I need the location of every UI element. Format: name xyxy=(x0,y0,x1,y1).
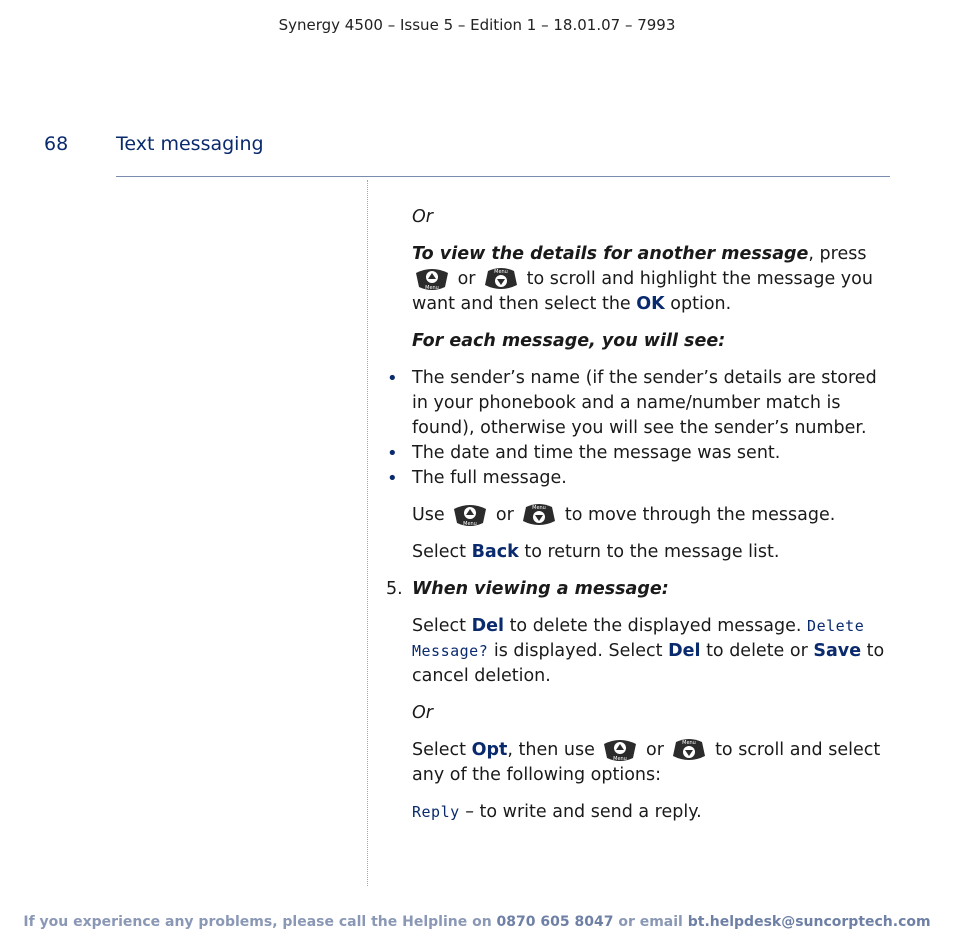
svg-text:Menu: Menu xyxy=(425,285,439,291)
ok-key-label: OK xyxy=(636,294,665,314)
each-message-heading: For each message, you will see: xyxy=(412,331,726,351)
or-text: Or xyxy=(412,703,433,723)
paragraph-options: Select Opt, then use Menu or Menu to scroll and select any of the following options: xyxy=(412,740,881,785)
step-5-heading: When viewing a message: xyxy=(412,579,669,599)
paragraph-select-back: Select Back to return to the message list. xyxy=(412,542,780,562)
svg-text:Menu: Menu xyxy=(532,505,547,511)
menu-up-button-icon xyxy=(452,503,488,527)
or-text: Or xyxy=(412,207,433,227)
main-content xyxy=(386,205,890,837)
menu-up-button-icon xyxy=(414,267,450,291)
header-rule xyxy=(116,176,890,177)
list-item: • The date and time the message was sent. xyxy=(387,443,781,464)
bullet-icon: • xyxy=(387,368,398,389)
menu-up-button-icon xyxy=(602,738,638,762)
list-item: • The sender’s name (if the sender’s details are stored in your phonebook and a name/number match is found), otherwise you will see the sender’s number. xyxy=(387,368,877,438)
bullet-icon: • xyxy=(387,468,398,489)
paragraph-view-details: To view the details for another message, press Menu or Menu to scroll and highlight the message you want and then select the OK option. xyxy=(412,244,873,314)
menu-down-button-icon xyxy=(671,738,707,762)
save-key-label: Save xyxy=(813,641,862,661)
menu-down-button-icon xyxy=(521,503,557,527)
del-key-label: Del xyxy=(668,641,701,661)
paragraph-reply: Reply – to write and send a reply. xyxy=(412,802,702,822)
lcd-delete-text: Delete xyxy=(807,617,865,635)
svg-text:Menu: Menu xyxy=(463,521,478,527)
back-key-label: Back xyxy=(471,542,519,562)
helpline-phone: 0870 605 8047 xyxy=(496,914,614,930)
bullet-icon: • xyxy=(387,443,398,464)
paragraph-delete: Select Del to delete the displayed message. Delete Message? is displayed. Select Del to delete or Save to cancel deletion. xyxy=(412,616,885,686)
opt-key-label: Opt xyxy=(471,740,508,760)
svg-text:Menu: Menu xyxy=(613,756,628,762)
lcd-reply-text: Reply xyxy=(412,803,460,821)
helpline-footer: If you experience any problems, please call the Helpline on 0870 605 8047 or email bt.helpdesk@suncorptech.com xyxy=(23,914,931,930)
section-title: Text messaging xyxy=(116,133,264,155)
svg-text:Menu: Menu xyxy=(682,740,697,746)
del-key-label: Del xyxy=(471,616,504,636)
document-info: Synergy 4500 – Issue 5 – Edition 1 – 18.01.07 – 7993 xyxy=(278,16,676,34)
paragraph-use-buttons: Use Menu or Menu to move through the message. xyxy=(412,505,836,527)
lcd-message-text: Message? xyxy=(412,642,489,660)
view-details-lead: To view the details for another message xyxy=(412,244,809,264)
menu-down-button-icon xyxy=(483,267,519,291)
step-5 xyxy=(386,577,890,602)
svg-text:Menu: Menu xyxy=(494,269,508,275)
helpline-email: bt.helpdesk@suncorptech.com xyxy=(687,914,931,930)
page-number: 68 xyxy=(44,133,69,155)
step-number: 5. xyxy=(386,579,403,599)
column-divider xyxy=(367,180,368,886)
details-list xyxy=(387,366,890,491)
list-item: • The full message. xyxy=(387,468,567,489)
